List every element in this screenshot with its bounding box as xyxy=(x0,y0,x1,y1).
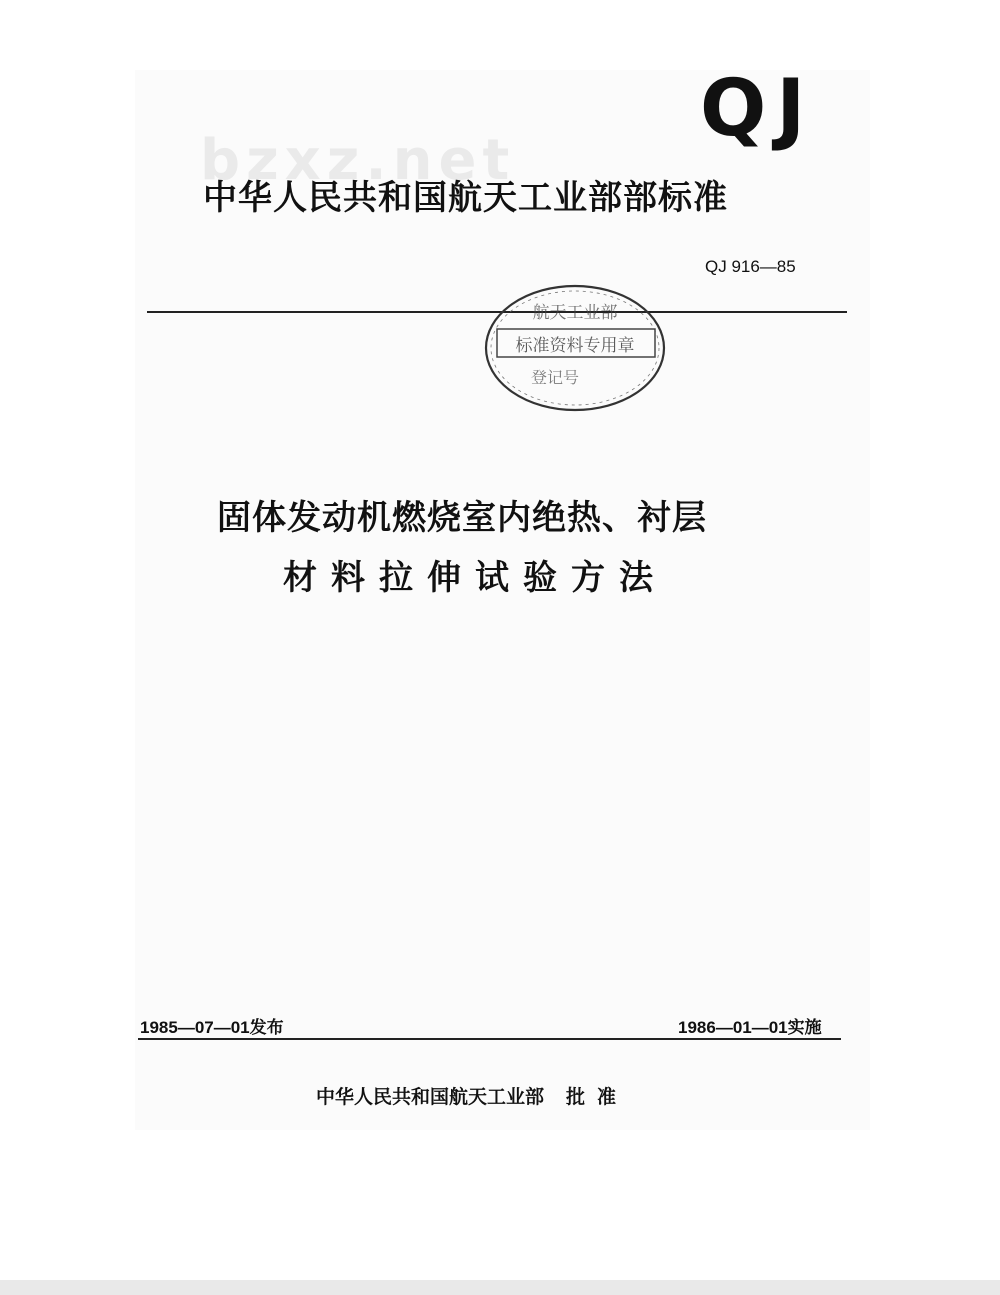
issuing-authority-header: 中华人民共和国航天工业部部标准 xyxy=(203,178,728,218)
qj-logo: QJ xyxy=(700,64,816,154)
stamp-line-2: 标准资料专用章 xyxy=(515,336,635,356)
watermark: bzxz.net xyxy=(200,128,516,193)
viewer-bottom-edge xyxy=(0,1280,1000,1295)
standard-code: QJ 916—85 xyxy=(705,257,796,276)
approval-label: 批准 xyxy=(566,1086,629,1108)
footer-divider xyxy=(138,1038,841,1040)
issue-date: 1985—07—01发布 xyxy=(140,1018,284,1037)
approval-line xyxy=(316,1082,628,1109)
stamp-line-1: 航天工业部 xyxy=(532,303,618,323)
library-stamp xyxy=(483,282,668,414)
approving-authority: 中华人民共和国航天工业部 xyxy=(316,1086,545,1108)
document-title-line-1: 固体发动机燃烧室内绝热、衬层 xyxy=(217,498,707,538)
effective-date: 1986—01—01实施 xyxy=(678,1018,822,1037)
document-title-line-2: 材料拉伸试验方法 xyxy=(283,558,667,598)
scanned-page xyxy=(135,64,870,1130)
stamp-line-3: 登记号 xyxy=(530,368,580,387)
